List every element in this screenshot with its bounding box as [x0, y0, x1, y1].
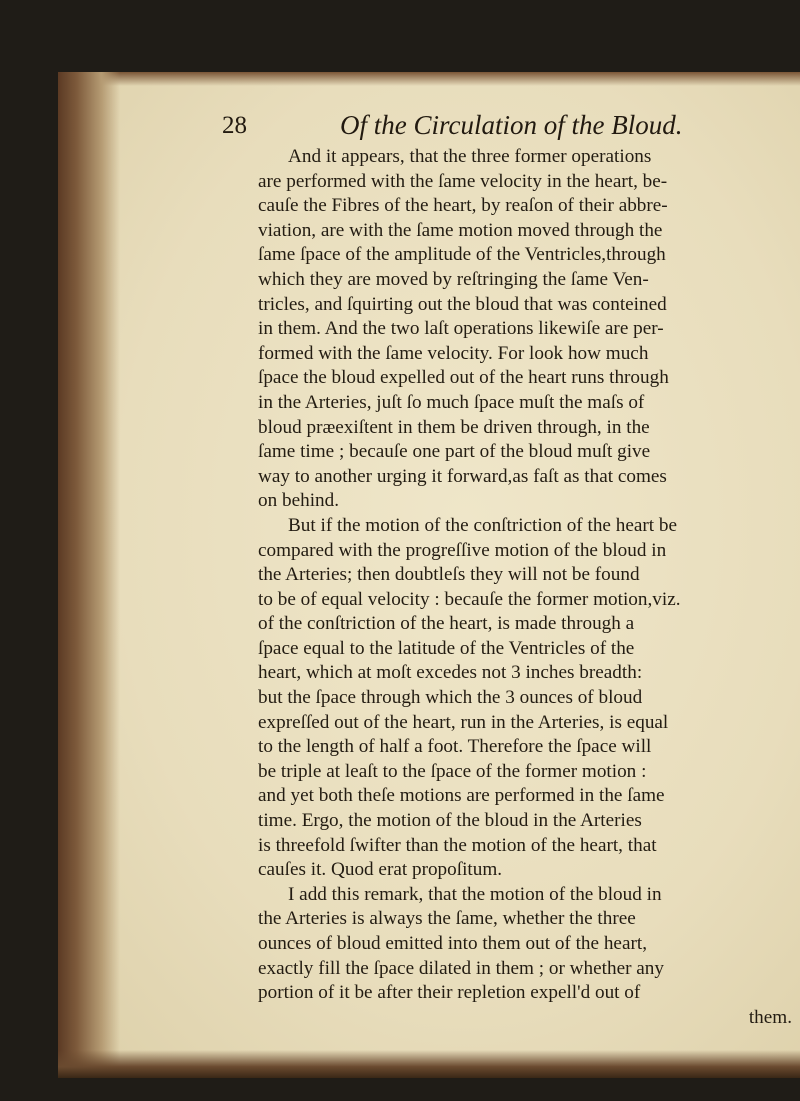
text-line: I add this remark, that the motion of the bloud in — [288, 883, 662, 905]
page-bottom-edge — [58, 1050, 800, 1078]
text-line: way to another urging it forward,as faſt as that comes — [258, 465, 667, 487]
text-line: ſpace equal to the latitude of the Ventricles of the — [258, 637, 635, 659]
body-text — [258, 145, 798, 1030]
text-line: be triple at leaſt to the ſpace of the former motion : — [258, 760, 647, 782]
text-line: portion of it be after their repletion expell'd out of — [258, 982, 641, 1004]
text-line: But if the motion of the conſtriction of the heart be — [288, 514, 677, 536]
text-line: viation, are with the ſame motion moved through the — [258, 219, 663, 241]
text-line: is threefold ſwifter than the motion of the heart, that — [258, 834, 657, 856]
page-header — [222, 112, 782, 148]
text-line: are performed with the ſame velocity in the heart, be- — [258, 170, 668, 192]
text-line: exactly fill the ſpace dilated in them ; or whether any — [258, 957, 664, 979]
text-line: to the length of half a foot. Therefore the ſpace will — [258, 736, 652, 758]
text-line: the Arteries is always the ſame, whether the three — [258, 908, 636, 930]
running-head: Of the Circulation of the Bloud. — [340, 110, 683, 140]
text-line: them. — [748, 1006, 792, 1028]
page-top-edge — [58, 72, 800, 86]
text-line: bloud præexiſtent in them be driven through, in the — [258, 416, 650, 438]
page-number: 28 — [222, 112, 247, 139]
text-line: heart, which at moſt excedes not 3 inches breadth: — [258, 662, 643, 684]
page-gutter-edge — [58, 72, 120, 1077]
text-line: cauſes it. Quod erat propoſitum. — [258, 859, 503, 881]
text-line: compared with the progreſſive motion of the bloud in — [258, 539, 667, 561]
text-line: in them. And the two laſt operations likewiſe are per- — [258, 318, 664, 340]
text-line: the Arteries; then doubtleſs they will not be found — [258, 564, 640, 586]
text-line: formed with the ſame velocity. For look how much — [258, 342, 649, 364]
text-line: which they are moved by reſtringing the ſame Ven- — [258, 268, 649, 290]
text-line: in the Arteries, juſt ſo much ſpace muſt the maſs of — [258, 391, 645, 413]
text-line: ſpace the bloud expelled out of the heart runs through — [258, 367, 669, 389]
text-line: and yet both theſe motions are performed in the ſame — [258, 785, 665, 807]
text-line: ounces of bloud emitted into them out of the heart, — [258, 933, 647, 954]
text-line: of the conſtriction of the heart, is made through a — [258, 613, 635, 635]
text-line: expreſſed out of the heart, run in the Arteries, is equal — [258, 711, 669, 733]
text-line: ſame time ; becauſe one part of the bloud muſt give — [258, 441, 651, 463]
text-line: tricles, and ſquirting out the bloud that was conteined — [258, 293, 667, 315]
text-line: on behind. — [258, 490, 340, 512]
text-line: but the ſpace through which the 3 ounces of bloud — [258, 687, 643, 709]
text-line: cauſe the Fibres of the heart, by reaſon of their abbre- — [258, 195, 668, 217]
text-line: time. Ergo, the motion of the bloud in the Arteries — [258, 810, 642, 832]
text-line: to be of equal velocity : becauſe the former motion,viz. — [258, 588, 681, 610]
text-line: And it appears, that the three former operations — [288, 146, 652, 167]
text-line: ſame ſpace of the amplitude of the Ventricles,through — [258, 244, 666, 266]
